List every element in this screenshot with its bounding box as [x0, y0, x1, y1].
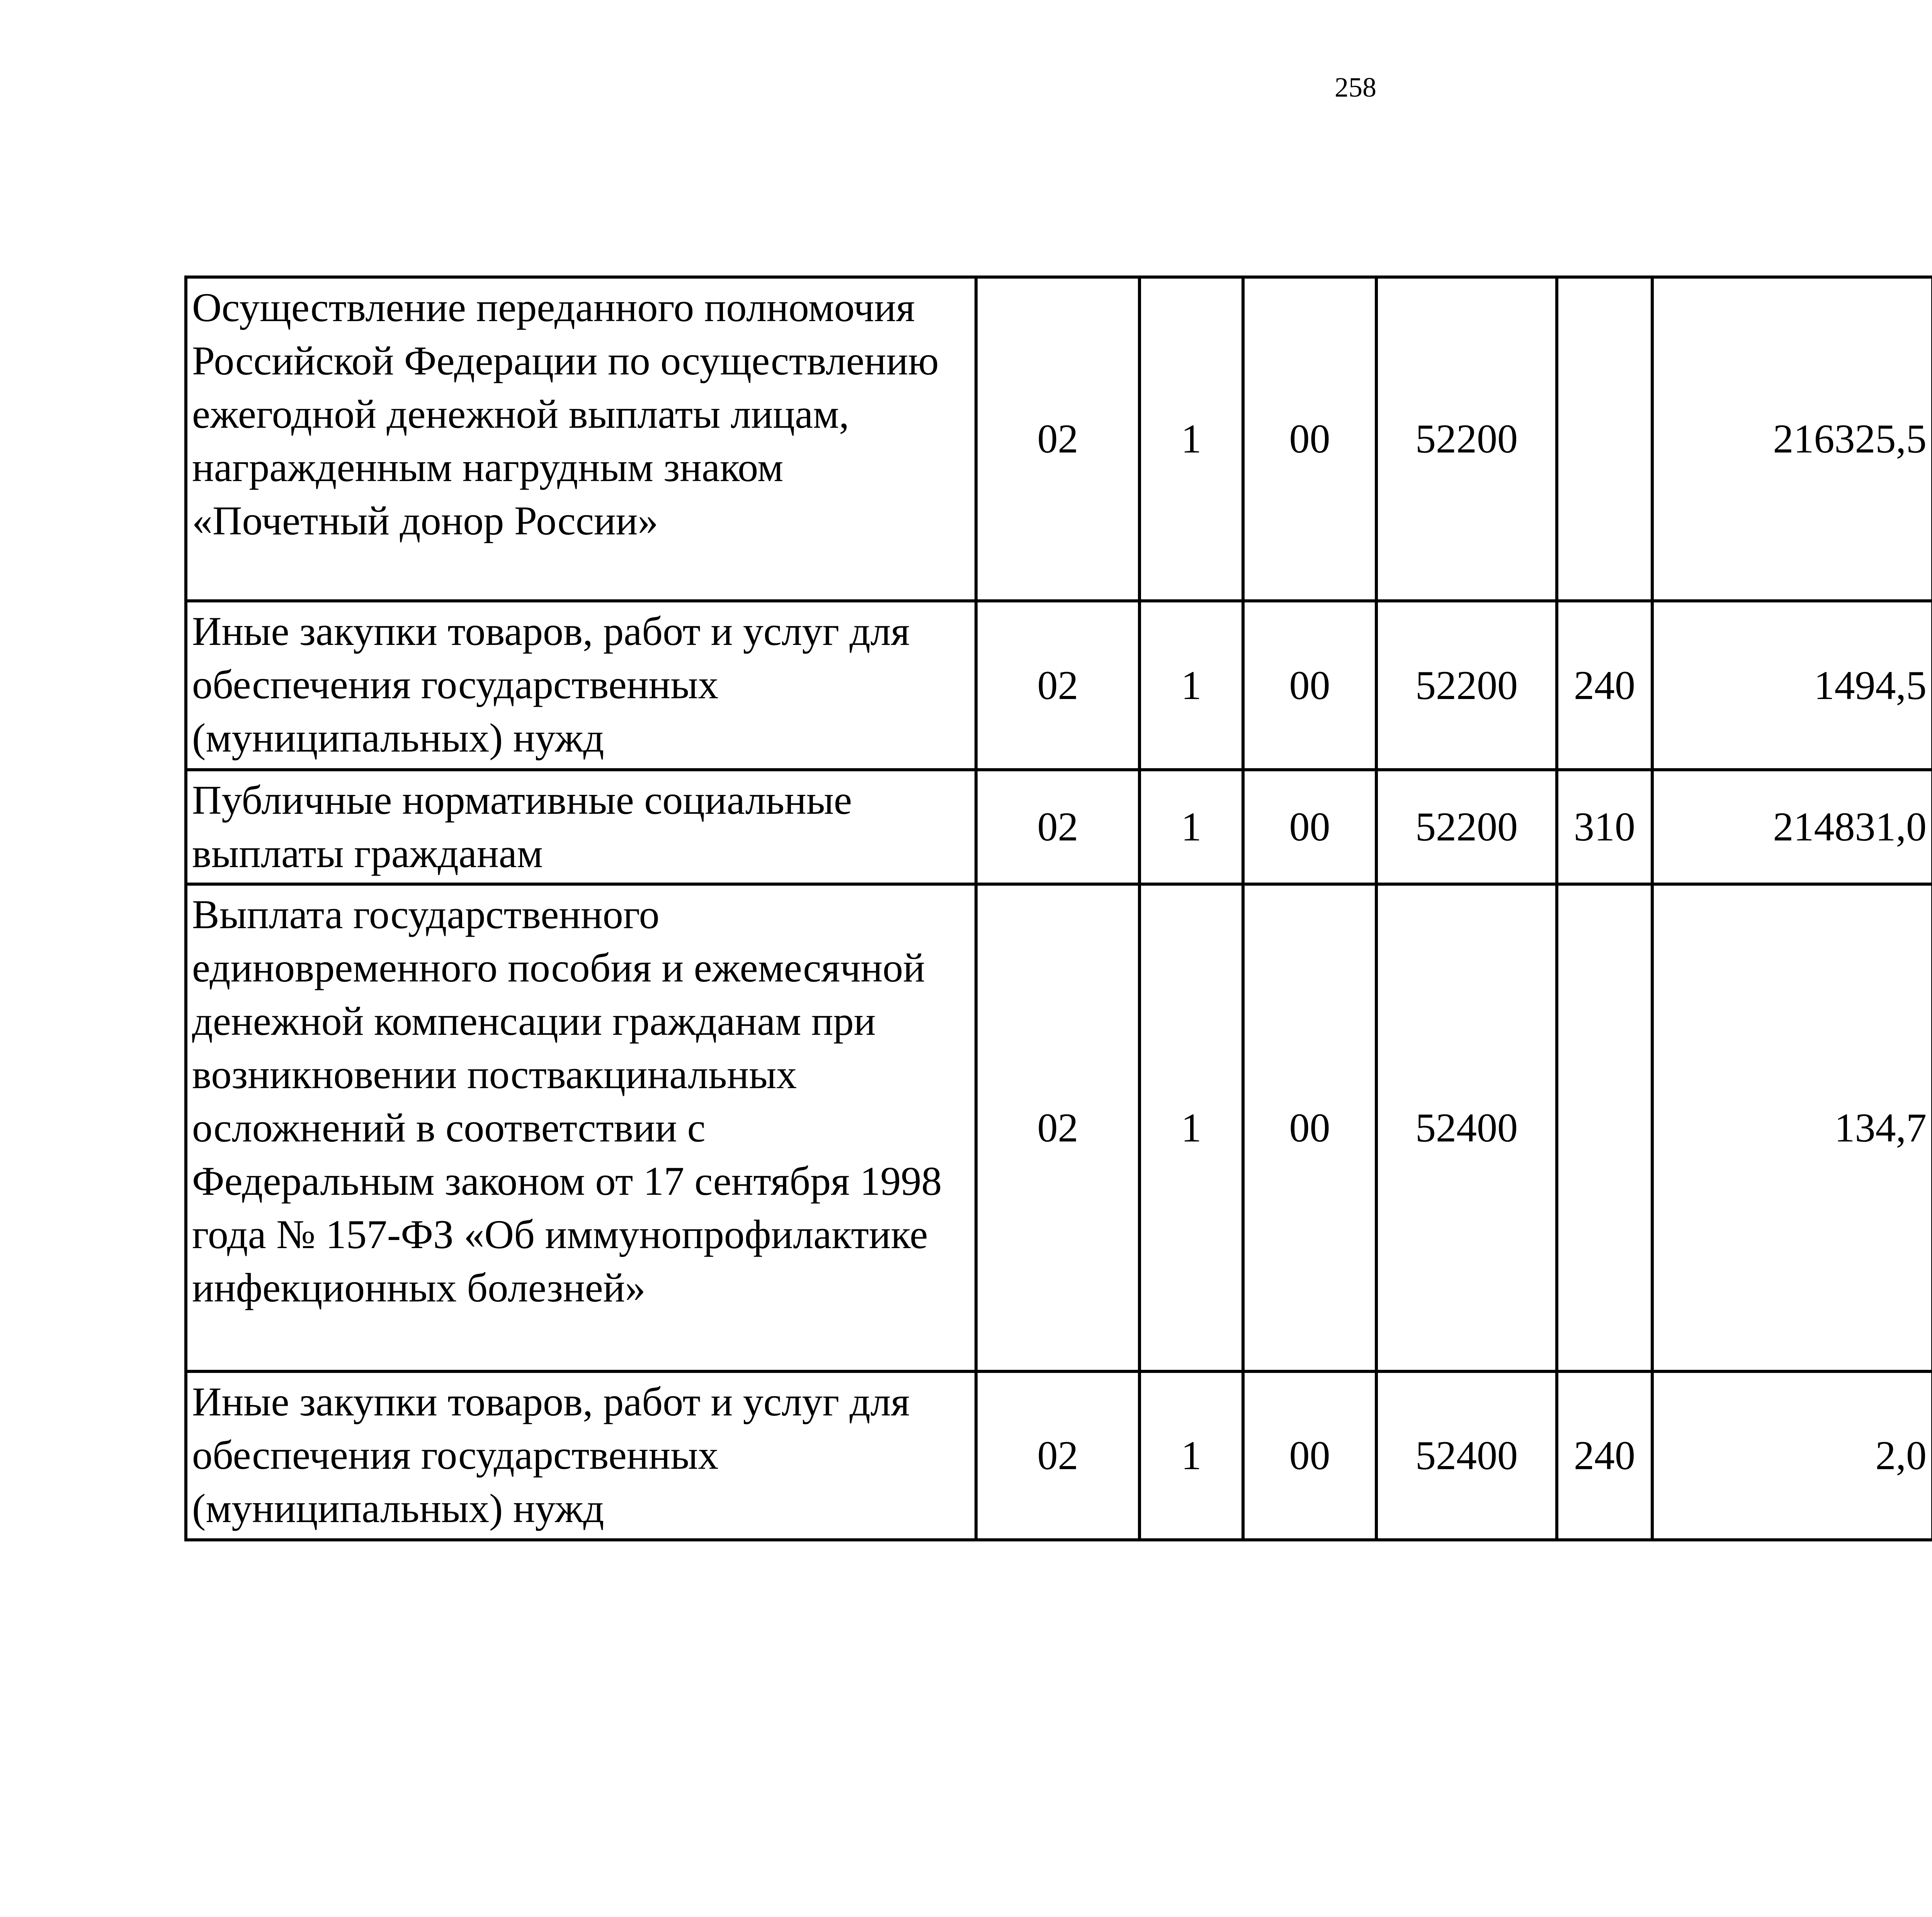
- table-row: [186, 770, 1932, 884]
- expense-type-code: [1557, 277, 1652, 601]
- expense-type-code: 310: [1557, 770, 1652, 884]
- amount-year-1: 216325,5: [1652, 277, 1932, 601]
- program-code: 1: [1139, 884, 1243, 1371]
- budget-table: [184, 276, 1932, 1541]
- table-row: [186, 601, 1932, 770]
- direction-code: 52400: [1376, 884, 1557, 1371]
- direction-code: 52200: [1376, 601, 1557, 770]
- subprogram-code: 00: [1243, 884, 1376, 1371]
- row-description: Выплата государственного единовременного пособия и ежемесячной денежной компенсации гражданам при возникновении поствакцинальных осложнений в соответствии с Федеральным законом от 17 сентября 1998 года № 157-ФЗ «Об иммунопрофилактике инфекционных болезней»: [186, 884, 976, 1371]
- section-code: 02: [976, 601, 1139, 770]
- program-code: 1: [1139, 601, 1243, 770]
- row-description: Иные закупки товаров, работ и услуг для обеспечения государственных (муниципальных) нужд: [186, 1371, 976, 1540]
- expense-type-code: [1557, 884, 1652, 1371]
- direction-code: 52400: [1376, 1371, 1557, 1540]
- program-code: 1: [1139, 1371, 1243, 1540]
- subprogram-code: 00: [1243, 277, 1376, 601]
- row-description: Иные закупки товаров, работ и услуг для обеспечения государственных (муниципальных) нужд: [186, 601, 976, 770]
- subprogram-code: 00: [1243, 1371, 1376, 1540]
- direction-code: 52200: [1376, 277, 1557, 601]
- section-code: 02: [976, 1371, 1139, 1540]
- expense-type-code: 240: [1557, 601, 1652, 770]
- section-code: 02: [976, 770, 1139, 884]
- direction-code: 52200: [1376, 770, 1557, 884]
- table-row: [186, 1371, 1932, 1540]
- section-code: 02: [976, 884, 1139, 1371]
- table-row: [186, 277, 1932, 601]
- program-code: 1: [1139, 770, 1243, 884]
- subprogram-code: 00: [1243, 770, 1376, 884]
- amount-year-1: 2,0: [1652, 1371, 1932, 1540]
- row-description: Публичные нормативные социальные выплаты гражданам: [186, 770, 976, 884]
- amount-year-1: 1494,5: [1652, 601, 1932, 770]
- table-row: [186, 884, 1932, 1371]
- page-number: 258: [1335, 72, 1376, 103]
- amount-year-1: 134,7: [1652, 884, 1932, 1371]
- section-code: 02: [976, 277, 1139, 601]
- program-code: 1: [1139, 277, 1243, 601]
- subprogram-code: 00: [1243, 601, 1376, 770]
- amount-year-1: 214831,0: [1652, 770, 1932, 884]
- row-description: Осуществление переданного полномочия Российской Федерации по осуществлению ежегодной денежной выплаты лицам, награжденным нагрудным знаком «Почетный донор России»: [186, 277, 976, 601]
- expense-type-code: 240: [1557, 1371, 1652, 1540]
